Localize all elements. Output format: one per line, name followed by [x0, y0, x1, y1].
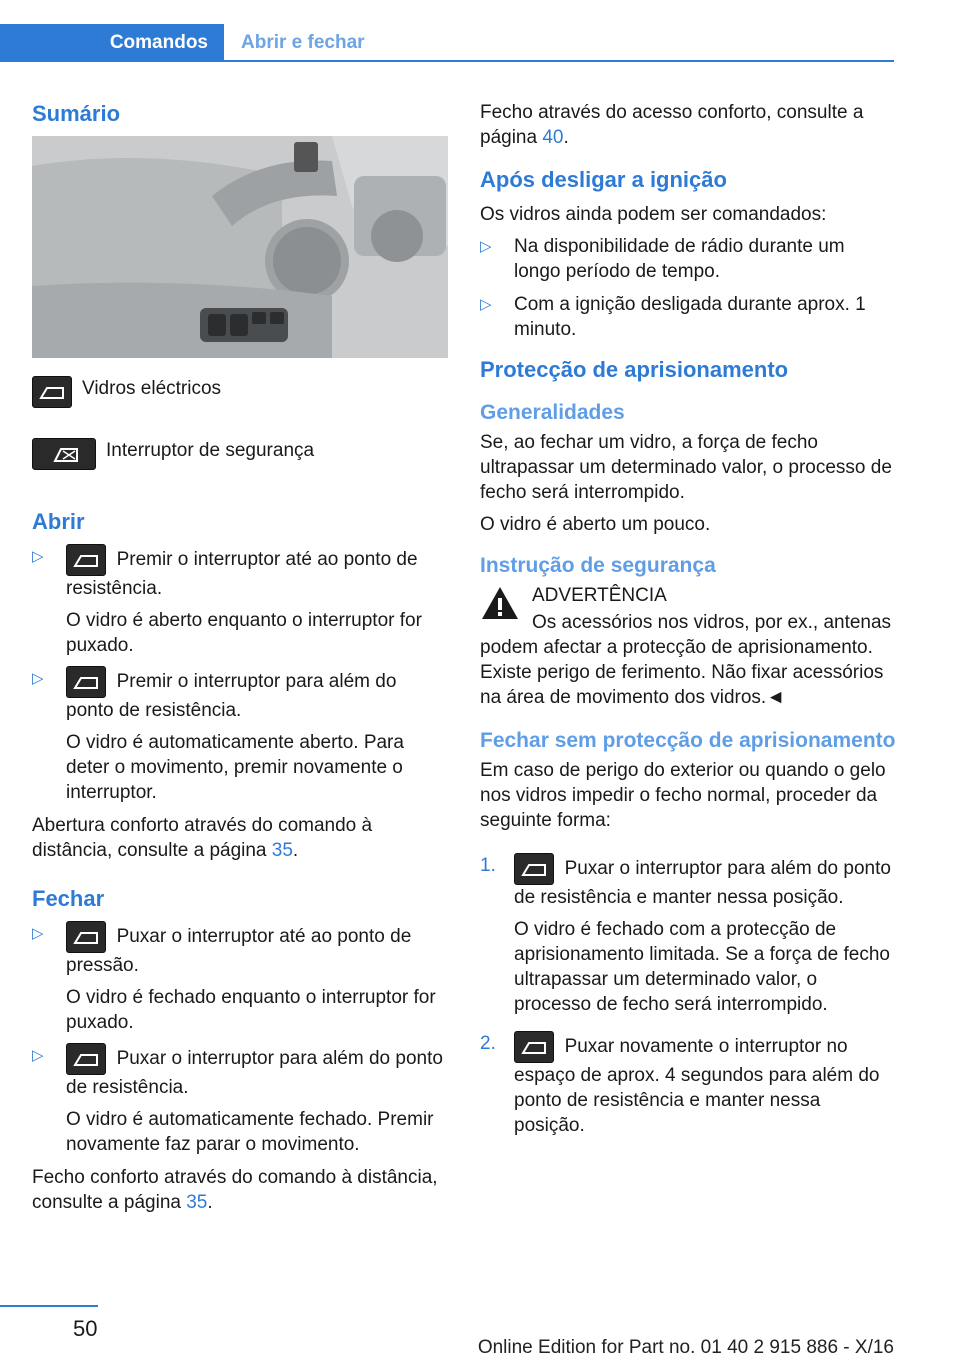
close-item-1 — [32, 921, 448, 1035]
after-ignition-heading: Após desligar a ignição — [480, 167, 727, 192]
bullet-icon: ▷ — [480, 296, 492, 313]
step-number: 2. — [480, 1033, 496, 1054]
general-heading: Generalidades — [480, 401, 625, 424]
window-switch-icon — [66, 666, 106, 698]
open-item-1-sub: O vidro é aberto enquanto o interruptor for puxado. — [66, 610, 422, 656]
footer-divider — [0, 1305, 98, 1307]
close-item-1-text: Puxar o interruptor até ao ponto de pressão. — [66, 926, 412, 976]
warning-label: ADVERTÊNCIA — [532, 585, 667, 606]
warning-text: Os acessórios nos vidros, por ex., antenas podem afectar a protecção de aprisionamento. Existe perigo de ferimento. Não fixar acessórios na área de movimento dos vidros.◄ — [480, 612, 892, 708]
open-comfort-text: Abertura conforto através do comando à distância, consulte a página 35. — [32, 815, 373, 861]
bullet-icon: ▷ — [32, 548, 44, 565]
icon1-label: Vidros eléctricos — [82, 378, 222, 399]
after-ignition-text: Os vidros ainda podem ser comandados: — [480, 204, 827, 225]
step-1-text: Puxar o interruptor para além do ponto de resistência e manter nessa posição. — [514, 858, 891, 908]
left-column — [32, 100, 448, 1222]
general-text-2: O vidro é aberto um pouco. — [480, 514, 711, 535]
step-number: 1. — [480, 855, 496, 876]
door-panel-photo — [32, 136, 448, 358]
icon2-label: Interruptor de segurança — [106, 440, 315, 461]
header-divider — [0, 60, 894, 62]
window-switch-icon — [66, 544, 106, 576]
open-heading: Abrir — [32, 509, 85, 534]
after-ignition-item-2: ▷ Com a ignição desligada durante aprox. 1 minuto. — [480, 294, 866, 340]
comfort-access-text: Fecho através do acesso conforto, consulte a página 40. — [480, 102, 864, 148]
tab-abrir-e-fechar[interactable]: Abrir e fechar — [241, 32, 365, 53]
bullet-icon: ▷ — [32, 1047, 44, 1064]
step-1 — [480, 853, 896, 1017]
edition-text: Online Edition for Part no. 01 40 2 915 886 - X/16 — [477, 1337, 894, 1358]
window-switch-icon — [514, 1031, 554, 1063]
step-2-text: Puxar novamente o interruptor no espaço de aprox. 4 segundos para além do ponto de resistência e manter nessa posição. — [514, 1036, 880, 1136]
close-item-2-text: Puxar o interruptor para além do ponto de resistência. — [66, 1048, 443, 1098]
close-item-2-sub: O vidro é automaticamente fechado. Premir novamente faz parar o movimento. — [66, 1109, 434, 1155]
window-switch-icon — [514, 853, 554, 885]
summary-heading: Sumário — [32, 101, 121, 126]
open-item-1-text: Premir o interruptor até ao ponto de resistência. — [66, 549, 418, 599]
page-header — [0, 24, 894, 62]
window-switch-icon — [66, 1043, 106, 1075]
page-link-35[interactable]: 35 — [186, 1192, 208, 1213]
safety-switch-icon — [32, 438, 96, 470]
right-column — [480, 100, 896, 1146]
window-switch-icon — [32, 376, 72, 408]
protection-heading: Protecção de aprisionamento — [480, 357, 789, 382]
tab-comandos[interactable]: Comandos — [0, 24, 224, 62]
icon-row-seguranca — [32, 438, 448, 486]
open-item-2 — [32, 666, 448, 805]
bullet-icon: ▷ — [32, 670, 44, 687]
page-number: 50 — [73, 1316, 98, 1341]
warning-block — [480, 583, 896, 710]
close-heading: Fechar — [32, 886, 105, 911]
page-link-35[interactable]: 35 — [271, 840, 293, 861]
bullet-icon: ▷ — [480, 238, 492, 255]
general-text-1: Se, ao fechar um vidro, a força de fecho ultrapassar um determinado valor, o processo de fecho será interrompido. — [480, 432, 892, 503]
open-item-1 — [32, 544, 448, 658]
step-1-sub: O vidro é fechado com a protecção de aprisionamento limitada. Se a força de fecho ultrapassar um determinado valor, o processo de fecho será interrompido. — [514, 919, 890, 1015]
close-without-text: Em caso de perigo do exterior ou quando o gelo nos vidros impedir o fecho normal, proceder da seguinte forma: — [480, 760, 886, 831]
icon-row-vidros — [32, 376, 448, 416]
close-item-1-sub: O vidro é fechado enquanto o interruptor for puxado. — [66, 987, 436, 1033]
warning-triangle-icon — [480, 585, 520, 621]
close-comfort-text: Fecho conforto através do comando à distância, consulte a página 35. — [32, 1167, 438, 1213]
open-item-2-sub: O vidro é automaticamente aberto. Para deter o movimento, premir novamente o interruptor. — [66, 732, 404, 803]
close-item-2 — [32, 1043, 448, 1157]
window-switch-icon — [66, 921, 106, 953]
safety-heading: Instrução de segurança — [480, 554, 716, 577]
step-2 — [480, 1031, 896, 1138]
bullet-icon: ▷ — [32, 925, 44, 942]
close-without-heading: Fechar sem protecção de aprisionamento — [480, 729, 896, 752]
page-link-40[interactable]: 40 — [542, 127, 564, 148]
open-item-2-text: Premir o interruptor para além do ponto de resistência. — [66, 671, 397, 721]
after-ignition-item-1: ▷ Na disponibilidade de rádio durante um longo período de tempo. — [480, 236, 845, 282]
